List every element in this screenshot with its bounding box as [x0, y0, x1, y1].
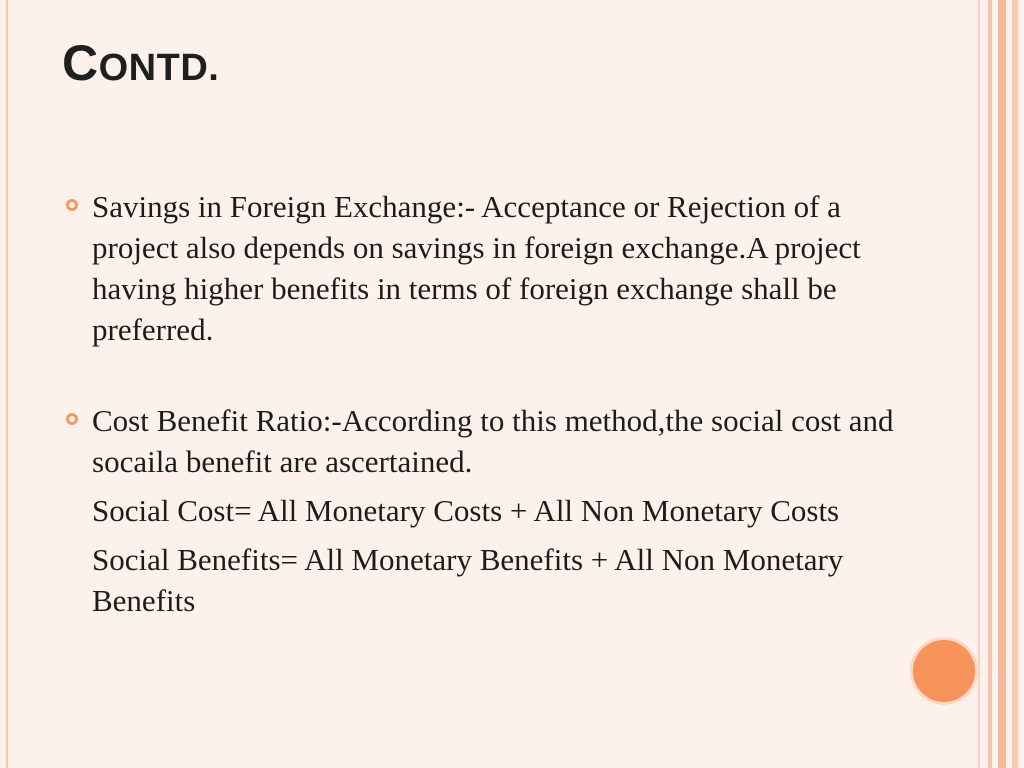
decorative-stripe [1012, 0, 1018, 768]
bullet-item [92, 186, 922, 350]
decorative-stripe [978, 0, 980, 768]
spacer [92, 350, 922, 400]
bullet-text: Cost Benefit Ratio:-According to this method,the social cost and socaila benefit are ascertained. [92, 403, 894, 479]
bullet-circle-icon [66, 413, 78, 425]
bullet-text: Savings in Foreign Exchange:- Acceptance or Rejection of a project also depends on savings in foreign exchange.A project having higher benefits in terms of foreign exchange shall be preferred. [92, 189, 861, 347]
title-rest: ONTD. [98, 47, 220, 89]
decorative-stripe [988, 0, 992, 768]
decorative-orange-circle [913, 640, 975, 702]
formula-social-benefits: Social Benefits= All Monetary Benefits + All Non Monetary Benefits [92, 542, 844, 618]
left-border-line [6, 0, 8, 768]
slide-body [92, 186, 922, 621]
title-initial: C [62, 35, 99, 91]
formula-social-cost: Social Cost= All Monetary Costs + All Non Monetary Costs [92, 493, 840, 528]
bullet-item [92, 400, 922, 621]
slide-title [62, 34, 219, 92]
bullet-circle-icon [66, 199, 78, 211]
decorative-stripe [998, 0, 1006, 768]
